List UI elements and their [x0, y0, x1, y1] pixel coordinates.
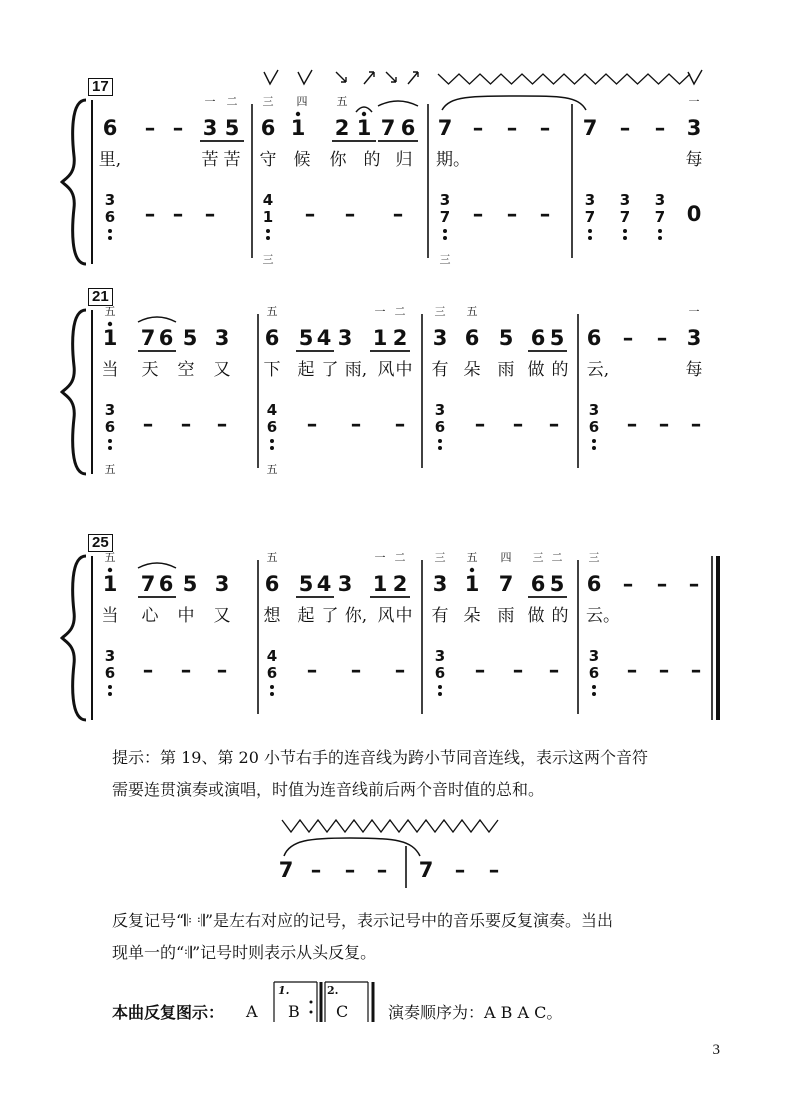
melody-note: 2: [334, 116, 350, 140]
melody-note: 7: [380, 116, 396, 140]
bass-chord-top: 3: [654, 191, 666, 209]
lyric-char: 苦: [201, 150, 219, 170]
finger-number: 二: [226, 95, 238, 108]
finger-number: 五: [266, 305, 278, 318]
bass-chord-bottom: 6: [266, 664, 278, 682]
example-dash: –: [376, 858, 388, 882]
lyric-char: 每: [685, 360, 703, 380]
bass-dash: –: [658, 412, 670, 436]
bass-chord-bottom: 6: [104, 418, 116, 436]
note-dash: –: [619, 116, 631, 140]
finger-number-bottom: 五: [104, 463, 116, 476]
lyric-char: 心: [141, 606, 159, 626]
melody-note: 4: [316, 572, 332, 596]
bass-dash: –: [658, 658, 670, 682]
bass-chord-top: 3: [434, 401, 446, 419]
lyric-char: 雨: [497, 360, 515, 380]
note-dash: –: [144, 116, 156, 140]
melody-note: 7: [582, 116, 598, 140]
bass-dash: –: [306, 658, 318, 682]
bass-chord-bottom: 6: [266, 418, 278, 436]
bass-chord-bottom: 6: [104, 664, 116, 682]
finger-number: 一: [688, 305, 700, 318]
lyric-char: 风: [377, 360, 395, 380]
lyric-char: 想: [263, 606, 281, 626]
melody-note: 4: [316, 326, 332, 350]
repeat-paragraph: [112, 905, 732, 969]
bass-dash: –: [306, 412, 318, 436]
lyric-char: 期。: [436, 150, 470, 170]
bass-chord-top: 4: [262, 191, 274, 209]
bass-chord-bottom: 6: [588, 664, 600, 682]
repeat-diagram-label: 本曲反复图示：: [112, 1003, 225, 1022]
bass-chord-bottom: 1: [262, 208, 274, 226]
lyric-char: 风: [377, 606, 395, 626]
bass-chord-bottom: 7: [654, 208, 666, 226]
bass-dash: –: [180, 412, 192, 436]
repeat-line-2: 现单一的“𝄇”记号时则表示从头反复。: [112, 943, 377, 962]
melody-note: 3: [432, 326, 448, 350]
lyric-char: 你,: [344, 606, 368, 626]
melody-note: 6: [530, 572, 546, 596]
ending-1-label: 1.: [278, 984, 290, 997]
melody-note: 5: [498, 326, 514, 350]
melody-note: 5: [298, 572, 314, 596]
lyric-char: 你: [329, 150, 347, 170]
lyric-char: 有: [431, 606, 449, 626]
melody-note: 1: [290, 116, 306, 140]
bass-dash: –: [539, 202, 551, 226]
lyric-char: 归: [395, 150, 413, 170]
finger-number: 二: [394, 551, 406, 564]
lyric-char: 空: [177, 360, 195, 380]
bass-chord-top: 3: [434, 647, 446, 665]
finger-number: 五: [466, 551, 478, 564]
example-dash: –: [344, 858, 356, 882]
lyric-char: 苦: [223, 150, 241, 170]
note-dash: –: [656, 326, 668, 350]
melody-note: 6: [102, 116, 118, 140]
melody-note: 7: [437, 116, 453, 140]
bass-chord-top: 3: [104, 191, 116, 209]
melody-note: 3: [432, 572, 448, 596]
lyric-char: 做: [527, 360, 545, 380]
finger-number: 一: [374, 551, 386, 564]
bass-dash: –: [626, 658, 638, 682]
bass-chord-bottom: 7: [619, 208, 631, 226]
finger-number: 五: [104, 551, 116, 564]
bass-dash: –: [216, 412, 228, 436]
bass-dash: –: [512, 412, 524, 436]
melody-note: 3: [337, 572, 353, 596]
finger-number: 三: [262, 95, 274, 108]
lyric-char: 中: [177, 606, 195, 626]
lyric-char: 又: [213, 360, 231, 380]
lyric-char: 中: [395, 360, 413, 380]
bass-chord-top: 3: [104, 401, 116, 419]
melody-note: 6: [158, 572, 174, 596]
melody-note: 7: [140, 572, 156, 596]
melody-note: 6: [586, 326, 602, 350]
note-dash: –: [622, 572, 634, 596]
repeat-diagram-lines: [112, 996, 632, 1036]
section-a: A: [246, 1002, 258, 1021]
measure-number: 21: [88, 288, 113, 306]
lyric-char: 的: [551, 360, 569, 380]
note-dash: –: [656, 572, 668, 596]
note-dash: –: [622, 326, 634, 350]
bass-dash: –: [142, 658, 154, 682]
bass-dash: –: [394, 658, 406, 682]
melody-note: 5: [182, 326, 198, 350]
bass-dash: –: [690, 412, 702, 436]
melody-note: 6: [530, 326, 546, 350]
melody-note: 6: [400, 116, 416, 140]
bass-dash: –: [204, 202, 216, 226]
bass-dash: –: [392, 202, 404, 226]
bass-dash: –: [394, 412, 406, 436]
lyric-char: 云,: [586, 360, 610, 380]
bass-chord-top: 3: [439, 191, 451, 209]
lyric-char: 做: [527, 606, 545, 626]
bass-dash: –: [304, 202, 316, 226]
bass-chord-bottom: 7: [439, 208, 451, 226]
note-dash: –: [654, 116, 666, 140]
melody-note: 5: [182, 572, 198, 596]
melody-note: 3: [214, 572, 230, 596]
bass-dash: –: [472, 202, 484, 226]
measure-number: 17: [88, 78, 113, 96]
finger-number: 二: [394, 305, 406, 318]
section-b: B: [288, 1002, 300, 1021]
lyric-char: 云。: [586, 606, 620, 626]
ending-2-label: 2.: [327, 984, 339, 997]
finger-number: 三: [588, 551, 600, 564]
bass-dash: –: [180, 658, 192, 682]
note-dash: –: [539, 116, 551, 140]
bow-wave: [282, 820, 498, 832]
melody-note: 1: [372, 572, 388, 596]
lyric-char: 当: [101, 360, 119, 380]
melody-note: 1: [356, 116, 372, 140]
melody-note: 5: [549, 572, 565, 596]
bass-dash: –: [548, 412, 560, 436]
finger-number: 四: [500, 551, 512, 564]
finger-number: 一: [374, 305, 386, 318]
melody-note: 7: [498, 572, 514, 596]
finger-number: 五: [104, 305, 116, 318]
bass-chord-bottom: 6: [588, 418, 600, 436]
lyric-char: 有: [431, 360, 449, 380]
lyric-char: 又: [213, 606, 231, 626]
bass-chord-top: 3: [619, 191, 631, 209]
lyric-char: 雨: [497, 606, 515, 626]
repeat-line-1: 反复记号“𝄆 𝄇”是左右对应的记号，表示记号中的音乐要反复演奏。当出: [112, 911, 613, 930]
lyric-char: 下: [263, 360, 281, 380]
example-note: 7: [418, 858, 434, 882]
finger-number: 一: [688, 95, 700, 108]
note-dash: –: [688, 572, 700, 596]
finger-number-bottom: 三: [262, 253, 274, 266]
bass-dash: –: [512, 658, 524, 682]
finger-number: 三: [434, 305, 446, 318]
note-dash: –: [472, 116, 484, 140]
finger-number: 五: [466, 305, 478, 318]
lyric-char: 起: [297, 606, 315, 626]
bass-dash: –: [144, 202, 156, 226]
tie-arc: [284, 838, 420, 856]
finger-number: 五: [336, 95, 348, 108]
bass-chord-top: 3: [584, 191, 596, 209]
example-dash: –: [454, 858, 466, 882]
example-dash: –: [310, 858, 322, 882]
measure-number: 25: [88, 534, 113, 552]
melody-note: 2: [392, 326, 408, 350]
bass-dash: –: [690, 658, 702, 682]
melody-note: 1: [102, 326, 118, 350]
lyric-char: 当: [101, 606, 119, 626]
melody-note: 6: [158, 326, 174, 350]
bass-chord-top: 4: [266, 647, 278, 665]
bass-note: 0: [686, 202, 702, 226]
lyric-char: 天: [141, 360, 159, 380]
bass-dash: –: [506, 202, 518, 226]
lyric-char: 了: [321, 606, 339, 626]
melody-note: 7: [140, 326, 156, 350]
lyric-char: 每: [685, 150, 703, 170]
bass-chord-bottom: 6: [104, 208, 116, 226]
melody-note: 6: [260, 116, 276, 140]
bass-chord-top: 3: [588, 401, 600, 419]
finger-number: 三: [532, 551, 544, 564]
bass-dash: –: [142, 412, 154, 436]
lyric-char: 的: [551, 606, 569, 626]
bass-dash: –: [548, 658, 560, 682]
hint-line-2: 需要连贯演奏或演唱，时值为连音线前后两个音时值的总和。: [112, 780, 545, 799]
bass-chord-top: 3: [588, 647, 600, 665]
lyric-char: 的: [363, 150, 381, 170]
bass-dash: –: [344, 202, 356, 226]
lyric-char: 里,: [98, 150, 122, 170]
melody-note: 3: [202, 116, 218, 140]
melody-note: 5: [224, 116, 240, 140]
bass-dash: –: [474, 658, 486, 682]
melody-note: 1: [102, 572, 118, 596]
bass-dash: –: [626, 412, 638, 436]
lyric-char: 朵: [463, 606, 481, 626]
melody-note: 1: [372, 326, 388, 350]
lyric-char: 雨,: [344, 360, 368, 380]
note-dash: –: [172, 116, 184, 140]
bass-chord-bottom: 6: [434, 664, 446, 682]
melody-note: 5: [298, 326, 314, 350]
melody-note: 3: [337, 326, 353, 350]
finger-number: 一: [204, 95, 216, 108]
melody-note: 1: [464, 572, 480, 596]
hint-line-1: 提示：第 19、第 20 小节右手的连音线为跨小节同音连线，表示这两个音符: [112, 748, 648, 767]
example-note: 7: [278, 858, 294, 882]
lyric-char: 中: [395, 606, 413, 626]
bass-chord-bottom: 6: [434, 418, 446, 436]
melody-note: 3: [686, 326, 702, 350]
play-order: 演奏顺序为：A B A C。: [388, 1003, 563, 1022]
bass-dash: –: [172, 202, 184, 226]
section-c: C: [336, 1002, 349, 1021]
note-dash: –: [506, 116, 518, 140]
lyric-char: 了: [321, 360, 339, 380]
bass-dash: –: [216, 658, 228, 682]
melody-note: 2: [392, 572, 408, 596]
lyric-char: 守: [259, 150, 277, 170]
repeat-diagram: [112, 984, 632, 1026]
example-dash: –: [488, 858, 500, 882]
lyric-char: 候: [293, 150, 311, 170]
lyric-char: 朵: [463, 360, 481, 380]
finger-number: 二: [551, 551, 563, 564]
finger-number: 四: [296, 95, 308, 108]
bass-dash: –: [474, 412, 486, 436]
melody-note: 6: [264, 572, 280, 596]
bass-chord-top: 3: [104, 647, 116, 665]
finger-number: 三: [434, 551, 446, 564]
melody-note: 3: [686, 116, 702, 140]
page-number: 3: [712, 1042, 720, 1058]
bass-chord-top: 4: [266, 401, 278, 419]
finger-number-bottom: 三: [439, 253, 451, 266]
melody-note: 5: [549, 326, 565, 350]
bass-dash: –: [350, 412, 362, 436]
lyric-char: 起: [297, 360, 315, 380]
bass-chord-bottom: 7: [584, 208, 596, 226]
finger-number: 五: [266, 551, 278, 564]
melody-note: 6: [586, 572, 602, 596]
finger-number-bottom: 五: [266, 463, 278, 476]
melody-note: 3: [214, 326, 230, 350]
melody-note: 6: [464, 326, 480, 350]
bass-dash: –: [350, 658, 362, 682]
melody-note: 6: [264, 326, 280, 350]
